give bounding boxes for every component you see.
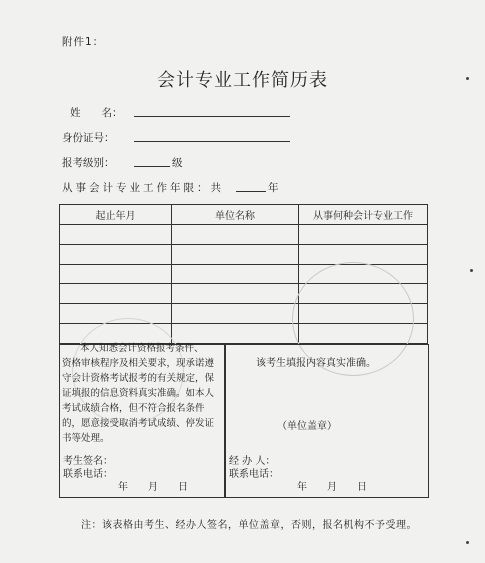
footnote: 注：该表格由考生、经办人签名，单位盖章，否则，报名机构不予受理。 (81, 520, 417, 531)
table-cell[interactable] (60, 264, 172, 284)
level-field-line[interactable] (134, 166, 170, 167)
table-cell[interactable] (60, 225, 172, 245)
years-suffix: 年 (268, 182, 279, 194)
statement-line: 的，愿意接受取消考试成绩、停发证 (62, 418, 215, 429)
table-cell[interactable] (299, 225, 428, 245)
table-cell[interactable] (172, 244, 299, 264)
unit-date-label: 年 月 日 (297, 482, 367, 493)
years-field-line[interactable] (236, 191, 266, 192)
candidate-date-label: 年 月 日 (118, 482, 188, 493)
statement-line: 资格审核程序及相关要求，现承诺遵 (62, 358, 215, 369)
name-field-line[interactable] (134, 116, 290, 117)
table-row (60, 244, 428, 264)
scan-speck (466, 77, 469, 80)
name-field-label: 姓 名： (70, 107, 123, 119)
id-field-label: 身份证号： (62, 132, 115, 144)
table-cell[interactable] (172, 264, 299, 284)
statement-line: 考试成绩合格，但不符合报名条件 (62, 403, 205, 414)
table-cell[interactable] (172, 304, 299, 324)
statement-line: 本人知悉会计资格报考条件、 (80, 343, 204, 354)
unit-seal-label: （单位盖章） (277, 421, 337, 432)
unit-statement: 该考生填报内容真实准确。 (256, 358, 376, 369)
table-header-row (60, 205, 428, 225)
level-field-label: 报考级别： (62, 157, 115, 169)
candidate-signature-label: 考生签名： (63, 456, 113, 467)
handler-label: 经 办 人： (229, 456, 276, 467)
page-title: 会计专业工作简历表 (157, 70, 328, 91)
table-cell[interactable] (172, 284, 299, 304)
table-cell[interactable] (60, 244, 172, 264)
level-suffix: 级 (172, 157, 183, 169)
commitment-statement (62, 341, 222, 446)
scan-speck (470, 269, 473, 272)
statement-line: 书等处理。 (62, 433, 110, 444)
header-period: 起止年月 (60, 205, 172, 225)
header-work-type: 从事何种会计专业工作 (299, 205, 428, 225)
unit-phone-label: 联系电话： (229, 469, 279, 480)
id-field-line[interactable] (134, 141, 290, 142)
table-cell[interactable] (60, 284, 172, 304)
table-cell[interactable] (172, 225, 299, 245)
statement-line: 证填报的信息资料真实准确。如本人 (62, 388, 215, 399)
table-cell[interactable] (299, 244, 428, 264)
statement-line: 守会计资格考试报考的有关规定，保 (62, 373, 215, 384)
table-row (60, 225, 428, 245)
header-employer: 单位名称 (172, 205, 299, 225)
scan-speck (466, 541, 469, 544)
annex-label: 附件1： (62, 36, 105, 48)
candidate-phone-label: 联系电话： (63, 469, 113, 480)
years-field-label: 从事会计专业工作年限：共 (62, 182, 224, 194)
